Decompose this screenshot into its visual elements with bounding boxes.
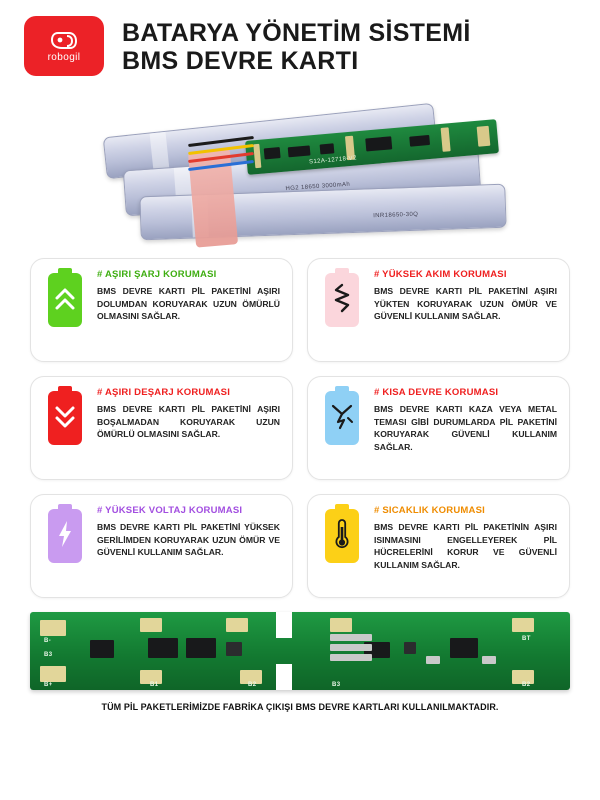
feature-card-grid (0, 246, 600, 598)
battery-short-circuit-icon (325, 391, 359, 445)
feature-text (374, 505, 557, 572)
brand-logo-text: robogil (47, 51, 81, 63)
feature-description: BMS DEVRE KARTI PİL PAKETİNİ AŞIRI YÜKTEN KORUYARAK UZUN ÖMÜR VE GÜVENLİ KULLANIM SAĞLAR. (374, 286, 557, 322)
feature-description: BMS DEVRE KARTI PİL PAKETİNİN AŞIRI ISINMASINI ENGELLEYEREK PİL HÜCRELERİNİ KORUR VE GÜVENLİ KULLANIM SAĞLAR. (374, 522, 557, 571)
feature-text (97, 269, 280, 323)
icon-container (320, 269, 364, 327)
pcb-chip (365, 136, 392, 151)
lightning-bolt-icon (56, 519, 74, 554)
solder-pad (512, 618, 534, 632)
feature-title: # YÜKSEK AKIM KORUMASI (374, 269, 507, 280)
feature-title: # SICAKLIK KORUMASI (374, 505, 485, 516)
cell-label: HG2 18650 3000mAh (285, 181, 351, 193)
solder-pad (140, 618, 162, 632)
icon-container (320, 505, 364, 563)
pcb-silkscreen-label: S12A-12718-V2 (308, 155, 358, 166)
icon-container (43, 505, 87, 563)
double-chevron-down-icon (54, 401, 76, 436)
title-line-2: BMS DEVRE KARTI (122, 47, 359, 75)
pcb-chip (320, 143, 335, 154)
solder-pad (330, 618, 352, 632)
board-notch (276, 612, 292, 638)
double-chevron-up-icon (54, 283, 76, 318)
connector-wires (188, 136, 268, 186)
board-mark-b3: B3 (44, 652, 53, 658)
thermometer-icon (334, 517, 350, 556)
feature-card-overcurrent (307, 258, 570, 362)
feature-text (374, 269, 557, 323)
ic-chip (450, 638, 478, 658)
board-mark-b-plus: B+ (44, 682, 53, 688)
pcb-pad (441, 127, 451, 152)
board-notch (276, 664, 292, 690)
icon-container (43, 387, 87, 445)
mosfet-chip (148, 638, 178, 658)
bottom-board-section (0, 598, 600, 690)
battery-pack-illustration (96, 114, 516, 232)
battery-overvoltage-icon (48, 509, 82, 563)
feature-description: BMS DEVRE KARTI PİL PAKETİNİ YÜKSEK GERİLİMDEN KORUYARAK UZUN ÖMÜR VE GÜVENLİ KULLANIM SAĞLAR. (97, 522, 280, 558)
solder-pad (40, 620, 66, 636)
bms-circuit-board (30, 612, 570, 690)
icon-container (320, 387, 364, 445)
feature-title: # YÜKSEK VOLTAJ KORUMASI (97, 505, 243, 516)
mosfet-chip (90, 640, 114, 658)
solder-pad (40, 666, 66, 682)
feature-card-overdischarge (30, 376, 293, 480)
mosfet-chip (186, 638, 216, 658)
board-mark-b2-right: B2 (522, 682, 531, 688)
feature-card-overvoltage (30, 494, 293, 598)
feature-description: BMS DEVRE KARTI KAZA VEYA METAL TEMASI GİBİ DURUMLARDA PİL PAKETİNİ KORUYARAK GÜVENLİ KULLANIM SAĞLAR. (374, 404, 557, 453)
feature-text (97, 505, 280, 559)
page-title (122, 17, 471, 75)
zigzag-current-icon (332, 282, 352, 319)
pcb-chip (409, 135, 430, 147)
header (0, 0, 600, 82)
title-line-1: BATARYA YÖNETİM SİSTEMİ (122, 19, 471, 47)
feature-card-short-circuit (307, 376, 570, 480)
robot-head-icon (51, 30, 77, 50)
pcb-pad (477, 126, 491, 147)
resistor-array (330, 654, 372, 661)
board-mark-bt: BT (522, 636, 531, 642)
battery-overdischarge-icon (48, 391, 82, 445)
feature-description: BMS DEVRE KARTI PİL PAKETİNİ AŞIRI DOLUMDAN KORUYARAK UZUN ÖMÜRLÜ OLMASINI SAĞLAR. (97, 286, 280, 322)
hero-product-image (0, 86, 600, 246)
cell-label: INR18650-30Q (373, 211, 419, 220)
battery-temperature-icon (325, 509, 359, 563)
feature-card-temperature (307, 494, 570, 598)
feature-text (97, 387, 280, 441)
solder-pad (226, 618, 248, 632)
resistor-array (330, 644, 372, 651)
footer-note: TÜM PİL PAKETLERİMİZDE FABRİKA ÇIKIŞI BMS DEVRE KARTLARI KULLANILMAKTADIR. (101, 702, 499, 712)
smd-component (226, 642, 242, 656)
board-mark-b1: B1 (150, 682, 159, 688)
capacitor (426, 656, 440, 664)
smd-component (404, 642, 416, 654)
resistor-array (330, 634, 372, 641)
feature-title: # AŞIRI DEŞARJ KORUMASI (97, 387, 231, 398)
capacitor (482, 656, 496, 664)
brand-logo (24, 16, 104, 76)
board-mark-b-minus: B- (44, 638, 52, 644)
feature-title: # KISA DEVRE KORUMASI (374, 387, 499, 398)
board-mark-b2: B2 (248, 682, 257, 688)
board-mark-b3-center: B3 (332, 682, 341, 688)
battery-overcurrent-icon (325, 273, 359, 327)
icon-container (43, 269, 87, 327)
battery-overcharge-icon (48, 273, 82, 327)
pcb-chip (288, 145, 311, 157)
spark-icon (329, 400, 355, 437)
feature-title: # AŞIRI ŞARJ KORUMASI (97, 269, 217, 280)
feature-description: BMS DEVRE KARTI PİL PAKETİNİ AŞIRI BOŞALMADAN KORUYARAK UZUN ÖMÜRLÜ OLMASINI SAĞLAR. (97, 404, 280, 440)
feature-text (374, 387, 557, 454)
feature-card-overcharge (30, 258, 293, 362)
